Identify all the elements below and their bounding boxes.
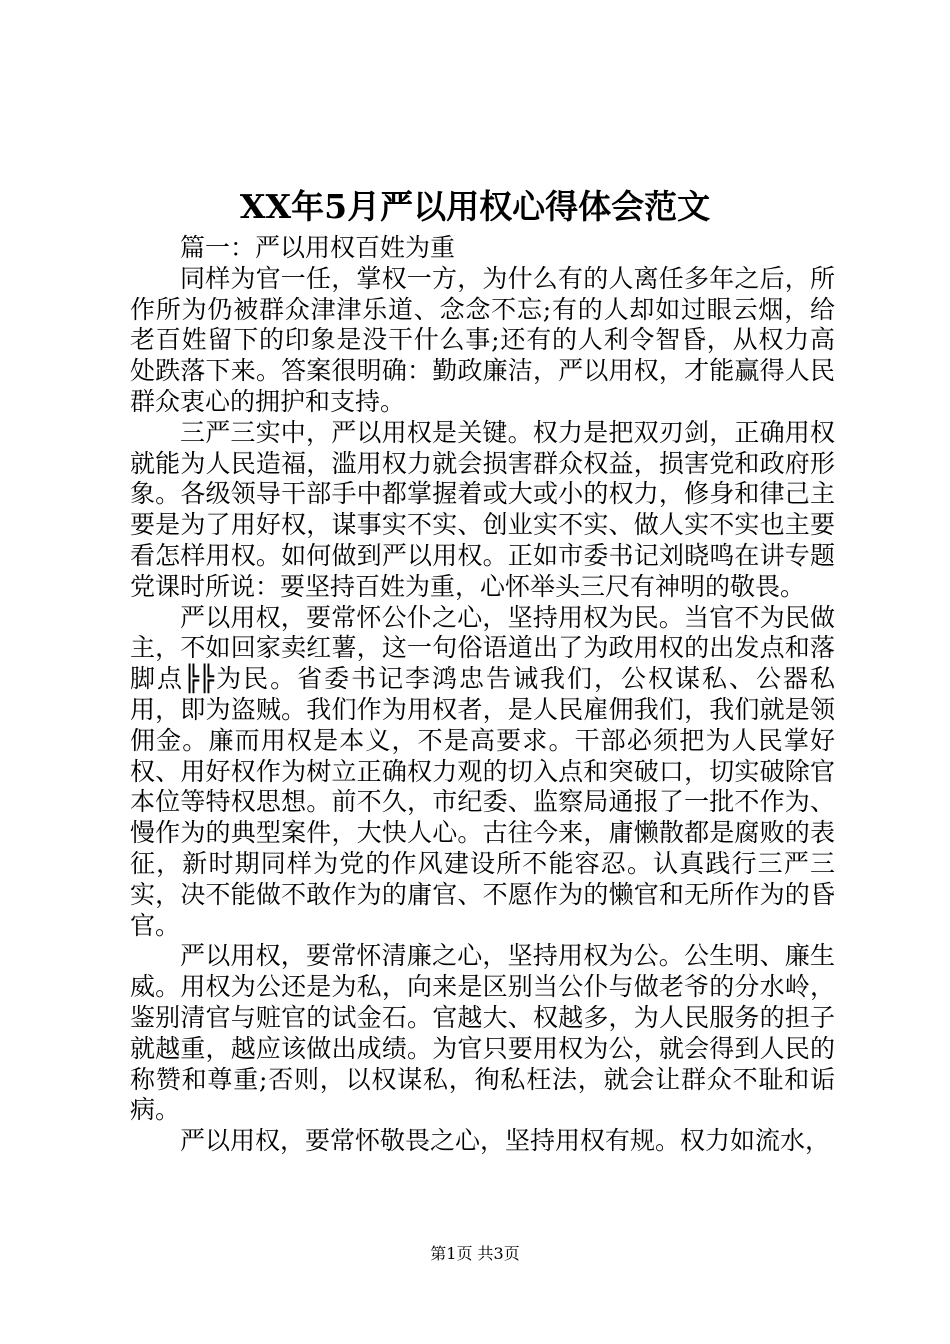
document-title: XX年5月严以用权心得体会范文 xyxy=(239,187,711,226)
body-paragraph: 同样为官一任，掌权一方，为什么有的人离任多年之后，所作所为仍被群众津津乐道、念念不忘;有的人却如过眼云烟，给老百姓留下的印象是没干什么事;还有的人利令智昏，从权力高处跌落下来。答案很明确：勤政廉洁，严以用权，才能赢得人民群众衷心的拥护和支持。 xyxy=(130,263,835,416)
body-paragraph: 严以用权，要常怀敬畏之心，坚持用权有规。权力如流水， xyxy=(180,1126,831,1156)
document-body xyxy=(130,233,835,1157)
body-paragraph: 严以用权，要常怀公仆之心，坚持用权为民。当官不为民做主，不如回家卖红薯，这一句俗语道出了为政用权的出发点和落脚点╠╠为民。省委书记李鸿忠告诫我们，公权谋私、公器私用，即为盗贼。我们作为用权者，是人民雇佣我们，我们就是领佣金。廉而用权是本义，不是高要求。干部必须把为人民掌好权、用好权作为树立正确权力观的切入点和突破口，切实破除官本位等特权思想。前不久，市纪委、监察局通报了一批不作为、慢作为的典型案件，大快人心。古往今来，庸懒散都是腐败的表征，新时期同样为党的作风建设所不能容忍。认真践行三严三实，决不能做不敢作为的庸官、不愿作为的懒官和无所作为的昏官。 xyxy=(130,602,835,940)
section-heading: 篇一：严以用权百姓为重 xyxy=(180,233,456,262)
body-paragraph: 三严三实中，严以用权是关键。权力是把双刃剑，正确用权就能为人民造福，滥用权力就会损害群众权益，损害党和政府形象。各级领导干部手中都掌握着或大或小的权力，修身和律己主要是为了用好权，谋事实不实、创业实不实、做人实不实也主要看怎样用权。如何做到严以用权。正如市委书记刘晓鸣在讲专题党课时所说：要坚持百姓为重，心怀举头三尺有神明的敬畏。 xyxy=(130,417,835,601)
body-paragraph: 严以用权，要常怀清廉之心，坚持用权为公。公生明、廉生威。用权为公还是为私，向来是区别当公仆与做老爷的分水岭，鉴别清官与赃官的试金石。官越大、权越多，为人民服务的担子就越重，越应该做出成绩。为官只要用权为公，就会得到人民的称赞和尊重;否则，以权谋私，徇私枉法，就会让群众不耻和诟病。 xyxy=(130,941,835,1125)
page-footer: 第1页 共3页 xyxy=(430,1244,520,1263)
